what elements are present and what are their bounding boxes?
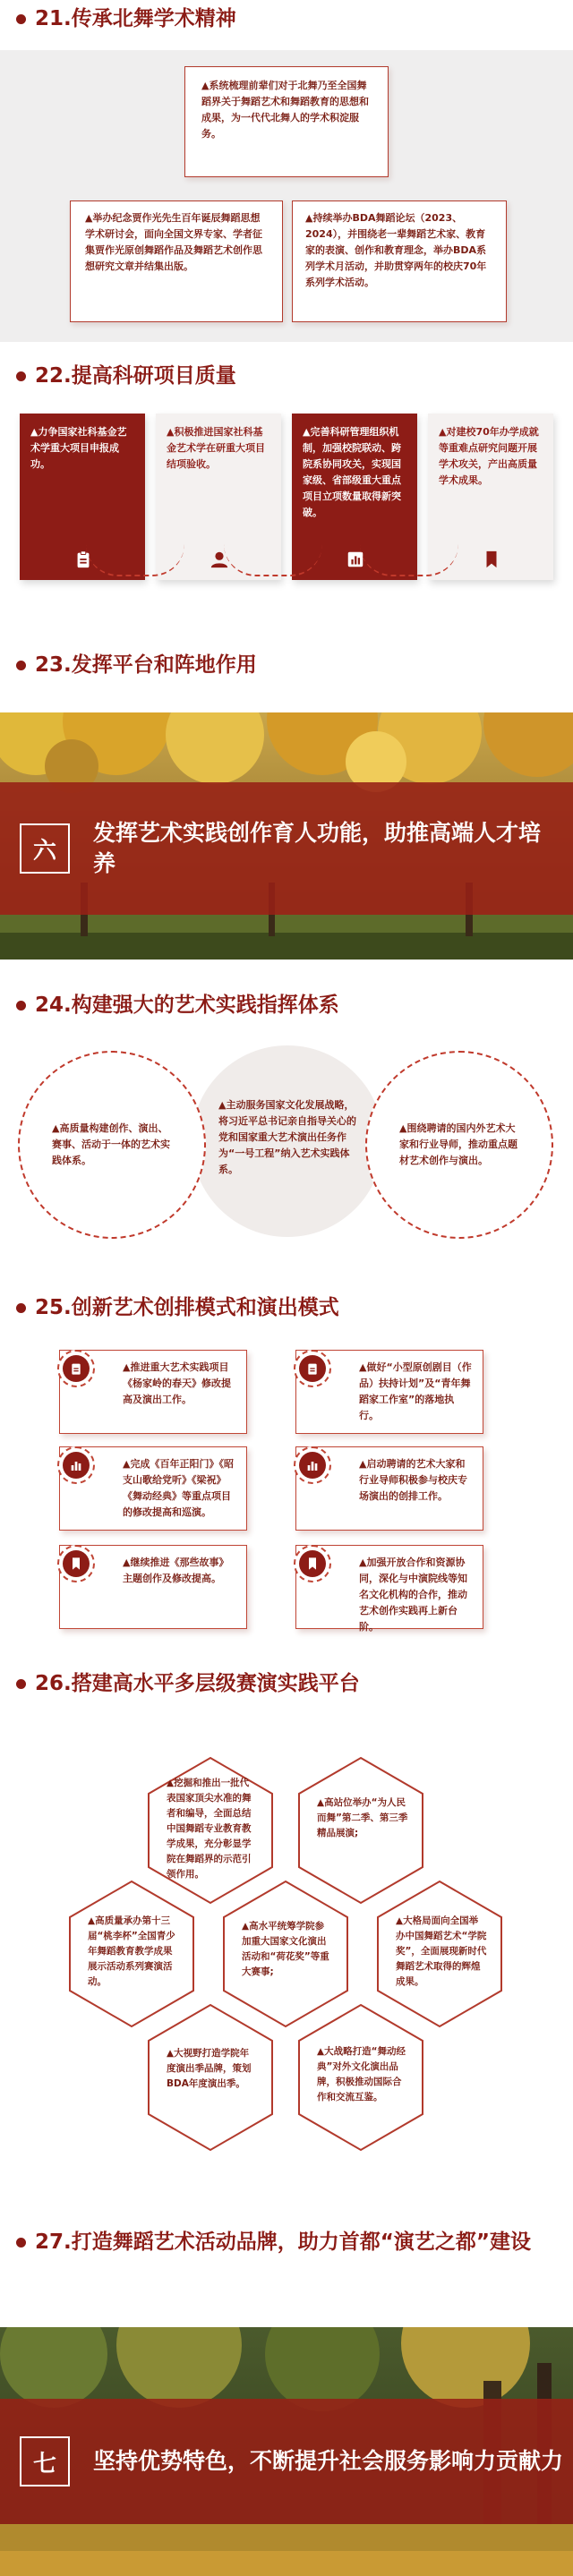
section-24-heading [16,992,339,1019]
bullet-dot [16,2238,26,2248]
creation-item-text: ▲推进重大艺术实践项目《杨家岭的春天》修改提高及演出工作。 [123,1361,231,1405]
platform-hex-6 [145,2001,276,2154]
platform-hex-text: ▲高站位举办“为人民而舞”第二季、第三季精品展演; [317,1797,408,1838]
medal-6 [294,1545,331,1582]
bullet-dot [16,661,26,670]
medal-5 [57,1545,95,1582]
creation-item-text: ▲加强开放合作和资源协同，深化与中演院线等知名文化机构的合作，推动艺术创作实践再上新台阶。 [359,1557,467,1633]
section-22-heading [16,363,236,389]
chapter-7-number: 七 [20,2436,70,2486]
legacy-box-3: ▲持续举办BDA舞蹈论坛（2023、2024），并围绕老一辈舞蹈艺术家、教育家的表演、创作和教育理念，举办BDA系列学术月活动，并助贯穿两年的校庆70年系列学术活动。 [292,200,507,322]
section-21-title: 21.传承北舞学术精神 [35,7,236,30]
platform-hex-text: ▲挖掘和推出一批代表国家顶尖水准的舞者和编导，全面总结中国舞蹈专业教育教学成果，充分彰显学院在舞蹈界的示范引领作用。 [167,1778,252,1880]
clipboard-icon [305,1361,320,1376]
bullet-dot [16,14,26,24]
bookmark-icon [482,550,501,569]
bookmark-icon [305,1557,320,1571]
chapter-6-title: 发挥艺术实践创作育人功能，助推高端人才培养 [93,820,542,876]
legacy-box-1: ▲系统梳理前辈们对于北舞乃至全国舞蹈界关于舞蹈艺术和舞蹈教育的思想和成果，为一代代北舞人的学术积淀服务。 [184,66,389,177]
section-25-heading [16,1294,339,1321]
creation-item-text: ▲做好“小型原创剧目（作品）扶持计划”及“青年舞蹈家工作室”的落地执行。 [359,1361,472,1421]
chapter-7-band [0,2399,573,2524]
clipboard-icon [69,1361,83,1376]
section-23-title: 23.发挥平台和阵地作用 [35,653,257,677]
research-card-text: ▲力争国家社科基金艺术学重大项目申报成功。 [30,426,127,470]
chapter-7-title: 坚持优势特色，不断提升社会服务影响力贡献力 [93,2448,564,2474]
section-21-heading [16,5,236,32]
research-card-text: ▲对建校70年办学成就等重难点研究问题开展学术攻关，产出高质量学术成果。 [439,426,539,486]
bookmark-icon [69,1557,83,1571]
bullet-dot [16,1303,26,1313]
practice-circle-3 [365,1051,553,1239]
practice-circle-1 [18,1051,206,1239]
section-26-heading [16,1670,360,1697]
bullet-dot [16,371,26,381]
platform-hex-text: ▲大格局面向全国举办中国舞蹈艺术“学院奖”，全面展现新时代舞蹈艺术取得的辉煌成果。 [396,1915,487,1987]
chapter-6-band [0,782,573,915]
platform-hex-text: ▲高水平统筹学院参加重大国家文化演出活动和“荷花奖”等重大赛事; [242,1921,329,1977]
research-card-text: ▲积极推进国家社科基金艺术学在研重大项目结项验收。 [167,426,265,470]
bullet-dot [16,1679,26,1689]
section-27-heading [16,2229,553,2256]
creation-item-text: ▲继续推进《那些故事》主题创作及修改提高。 [123,1557,229,1584]
section-22-title: 22.提高科研项目质量 [35,364,236,388]
section-23-heading [16,652,257,678]
section-25-title: 25.创新艺术创排模式和演出模式 [35,1296,339,1319]
section-26-title: 26.搭建高水平多层级赛演实践平台 [35,1672,360,1695]
practice-circle-text: ▲主动服务国家文化发展战略，将习近平总书记亲自指导关心的党和国家重大艺术演出任务作为“一号工程”纳入艺术实践体系。 [218,1099,356,1175]
research-card-text: ▲完善科研管理组织机制，加强校院联动、跨院系协同攻关，实现国家级、省部级重大重点项目立项数量取得新突破。 [303,426,401,518]
platform-hex-text: ▲大视野打造学院年度演出季品牌，策划BDA年度演出季。 [167,2048,252,2089]
medal-1 [57,1350,95,1387]
bar-chart-icon [305,1458,320,1472]
medal-3 [57,1446,95,1484]
bar-chart-icon [69,1458,83,1472]
medal-2 [294,1350,331,1387]
creation-item-text: ▲完成《百年正阳门》《昭支山歌给党听》《梁祝》《舞动经典》等重点项目的修改提高和巡演。 [123,1458,234,1518]
practice-circle-text: ▲围绕聘请的国内外艺术大家和行业导师，推动重点题材艺术创作与演出。 [399,1122,517,1166]
platform-hex-text: ▲高质量承办第十三届“桃李杯”全国青少年舞蹈教育教学成果展示活动系列赛演活动。 [88,1915,175,1987]
practice-circle-text: ▲高质量构建创作、演出、赛事、活动于一体的艺术实践体系。 [52,1122,170,1166]
medal-4 [294,1446,331,1484]
section-24-title: 24.构建强大的艺术实践指挥体系 [35,994,339,1017]
creation-item-text: ▲启动聘请的艺术大家和行业导师积极参与校庆专场演出的创排工作。 [359,1458,467,1502]
practice-circle-2 [192,1045,383,1237]
bullet-dot [16,1001,26,1011]
legacy-box-2: ▲举办纪念贾作光先生百年诞辰舞蹈思想学术研讨会，面向全国文界专家、学者征集贾作光原创舞蹈作品及舞蹈艺术创作思想研究文章并结集出版。 [70,200,283,322]
platform-hex-7 [295,2001,426,2154]
section-27-title: 27.打造舞蹈艺术活动品牌，助力首都“演艺之都”建设 [35,2231,531,2254]
platform-hex-text: ▲大战略打造“舞动经典”对外文化演出品牌，积极推动国际合作和交流互鉴。 [317,2046,406,2103]
chapter-6-number: 六 [20,823,70,874]
